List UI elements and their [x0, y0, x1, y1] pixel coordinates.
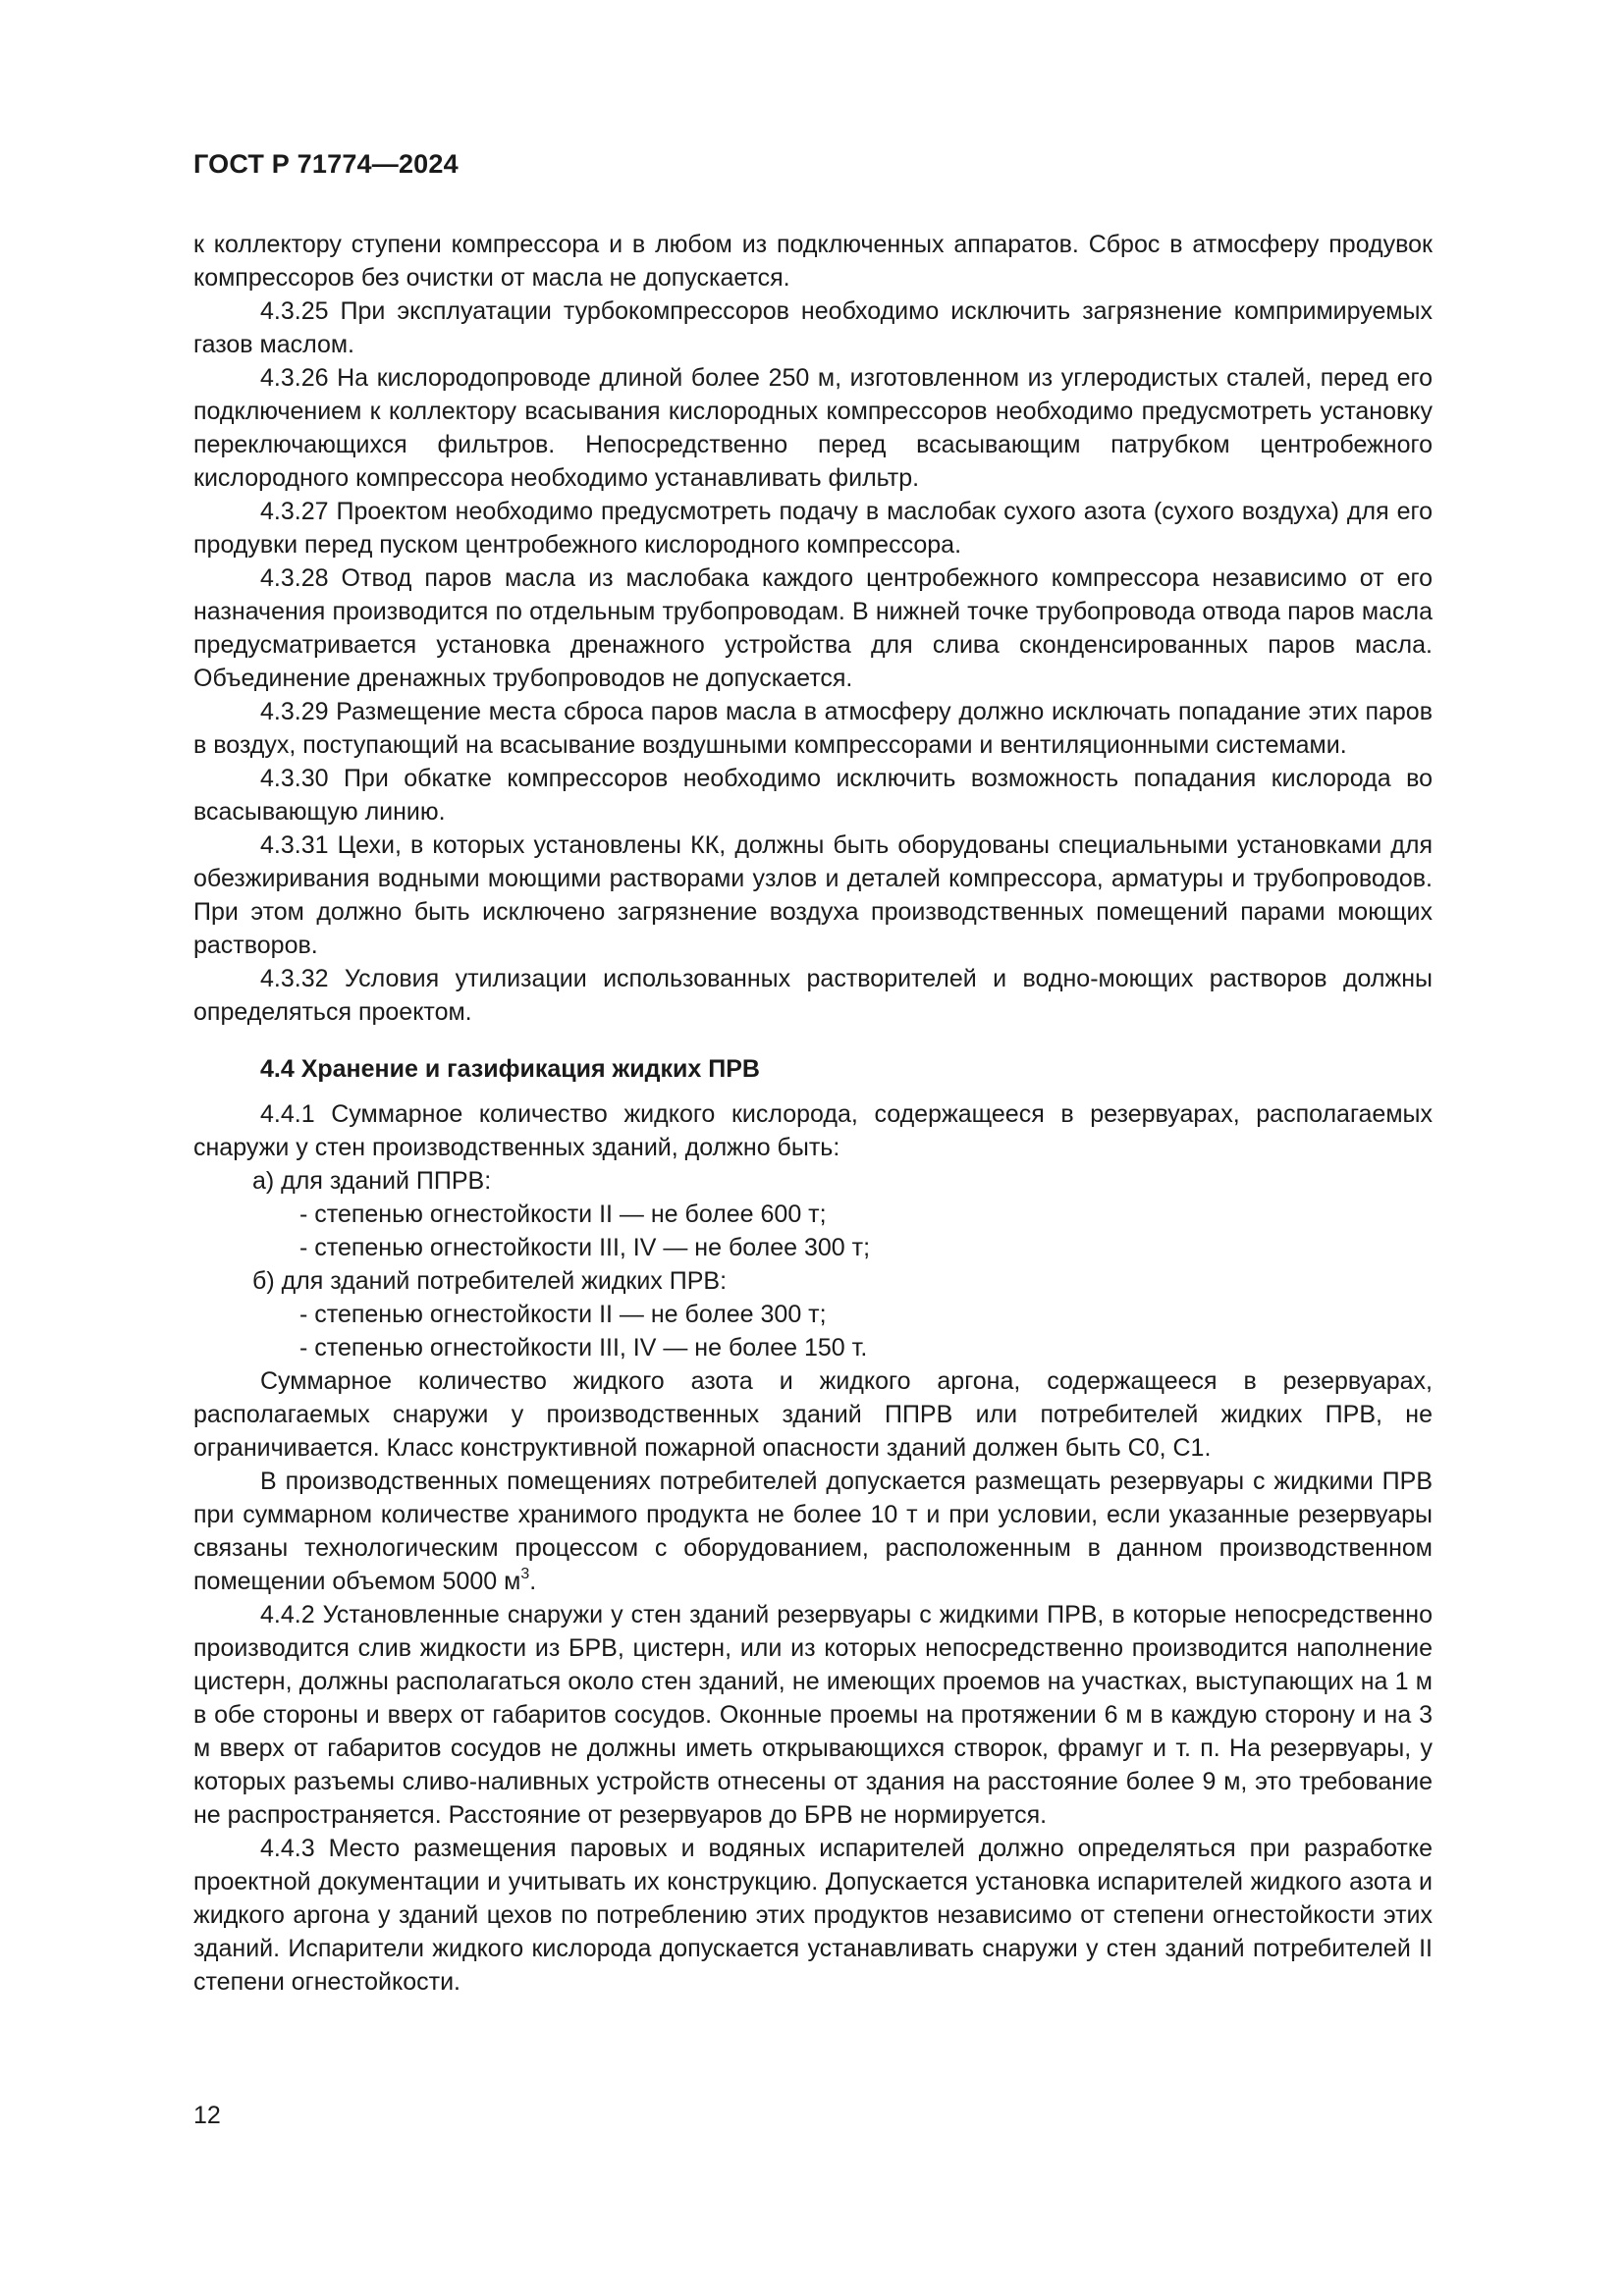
document-header: ГОСТ Р 71774—2024	[193, 149, 459, 179]
section-heading-4-4: 4.4 Хранение и газификация жидких ПРВ	[260, 1055, 760, 1083]
paragraph-4-3-28: 4.3.28 Отвод паров масла из маслобака каждого центробежного компрессора независимо от его назначения производится по отдельным трубопроводам. В нижней точке трубопровода отвода паров масла предусматривается установка дренажного устройства для слива сконденсированных паров масла. Объединение дренажных трубопроводов не допускается.	[193, 564, 1433, 692]
paragraph-4-3-31: 4.3.31 Цехи, в которых установлены КК, должны быть оборудованы специальными установками для обезжиривания водными моющими растворами узлов и деталей компрессора, арматуры и трубопроводов. При этом должно быть исключено загрязнение воздуха производственных помещений парами моющих растворов.	[193, 831, 1433, 959]
paragraph-4-3-26: 4.3.26 На кислородопроводе длиной более 250 м, изготовленном из углеродистых сталей, перед его подключением к коллектору всасывания кислородных компрессоров необходимо предусмотреть установку переключающихся фильтров. Непосредственно перед всасывающим патрубком центробежного кислородного компрессора необходимо устанавливать фильтр.	[193, 364, 1433, 492]
superscript: 3	[520, 1565, 530, 1582]
paragraph: к коллектору ступени компрессора и в любом из подключенных аппаратов. Сброс в атмосферу продувок компрессоров без очистки от масла не допускается.	[193, 231, 1433, 292]
paragraph-4-4-2: 4.4.2 Установленные снаружи у стен зданий резервуары с жидкими ПРВ, в которые непосредственно производится слив жидкости из БРВ, цистерн, или из которых непосредственно производится наполнение цистерн, должны располагаться около стен зданий, не имеющих проемов на участках, выступающих на 1 м в обе стороны и вверх от габаритов сосудов. Оконные проемы на протяжении 6 м в каждую сторону и на 3 м вверх от габаритов сосудов не должны иметь открывающихся створок, фрамуг и т. п. На резервуары, у которых разъемы сливо-наливных устройств отнесены от здания на расстояние более 9 м, это требование не распространяется. Расстояние от резервуаров до БРВ не нормируется.	[193, 1601, 1433, 1829]
list-subitem: - степенью огнестойкости III, IV — не более 150 т.	[299, 1334, 868, 1362]
paragraph-4-3-29: 4.3.29 Размещение места сброса паров масла в атмосферу должно исключать попадание этих паров в воздух, поступающий на всасывание воздушными компрессорами и вентиляционными системами.	[193, 698, 1433, 759]
paragraph-end: .	[529, 1568, 537, 1595]
document-body	[193, 228, 1433, 1999]
list-subitem: - степенью огнестойкости II — не более 300 т;	[299, 1301, 827, 1328]
paragraph: Суммарное количество жидкого азота и жидкого аргона, содержащееся в резервуарах, располагаемых снаружи у производственных зданий ППРВ или потребителей жидких ПРВ, не ограничивается. Класс конструктивной пожарной опасности зданий должен быть С0, С1.	[193, 1367, 1433, 1462]
paragraph-4-4-1: 4.4.1 Суммарное количество жидкого кислорода, содержащееся в резервуарах, располагаемых снаружи у стен производственных зданий, должно быть:	[193, 1100, 1433, 1161]
paragraph	[193, 1465, 1433, 1598]
paragraph-4-3-30: 4.3.30 При обкатке компрессоров необходимо исключить возможность попадания кислорода во всасывающую линию.	[193, 765, 1433, 826]
list-subitem: - степенью огнестойкости II — не более 600 т;	[299, 1201, 827, 1228]
paragraph-4-4-3: 4.4.3 Место размещения паровых и водяных испарителей должно определяться при разработке проектной документации и учитывать их конструкцию. Допускается установка испарителей жидкого азота и жидкого аргона у зданий цехов по потреблению этих продуктов независимо от степени огнестойкости этих зданий. Испарители жидкого кислорода допускается устанавливать снаружи у стен зданий потребителей II степени огнестойкости.	[193, 1835, 1433, 1996]
list-item-b: б) для зданий потребителей жидких ПРВ:	[252, 1267, 728, 1295]
paragraph-4-3-25: 4.3.25 При эксплуатации турбокомпрессоров необходимо исключить загрязнение компримируемых газов маслом.	[193, 297, 1433, 358]
paragraph-4-3-32: 4.3.32 Условия утилизации использованных растворителей и водно-моющих растворов должны определяться проектом.	[193, 965, 1433, 1026]
list-item-a: а) для зданий ППРВ:	[252, 1167, 492, 1195]
paragraph-text: В производственных помещениях потребителей допускается размещать резервуары с жидкими ПРВ при суммарном количестве хранимого продукта не более 10 т и при условии, если указанные резервуары связаны технологическим процессом с оборудованием, расположенным в данном производственном помещении объемом 5000 м	[193, 1468, 1433, 1595]
list-subitem: - степенью огнестойкости III, IV — не более 300 т;	[299, 1234, 871, 1261]
page-number: 12	[193, 2102, 221, 2129]
paragraph-4-3-27: 4.3.27 Проектом необходимо предусмотреть подачу в маслобак сухого азота (сухого воздуха) для его продувки перед пуском центробежного кислородного компрессора.	[193, 498, 1433, 559]
